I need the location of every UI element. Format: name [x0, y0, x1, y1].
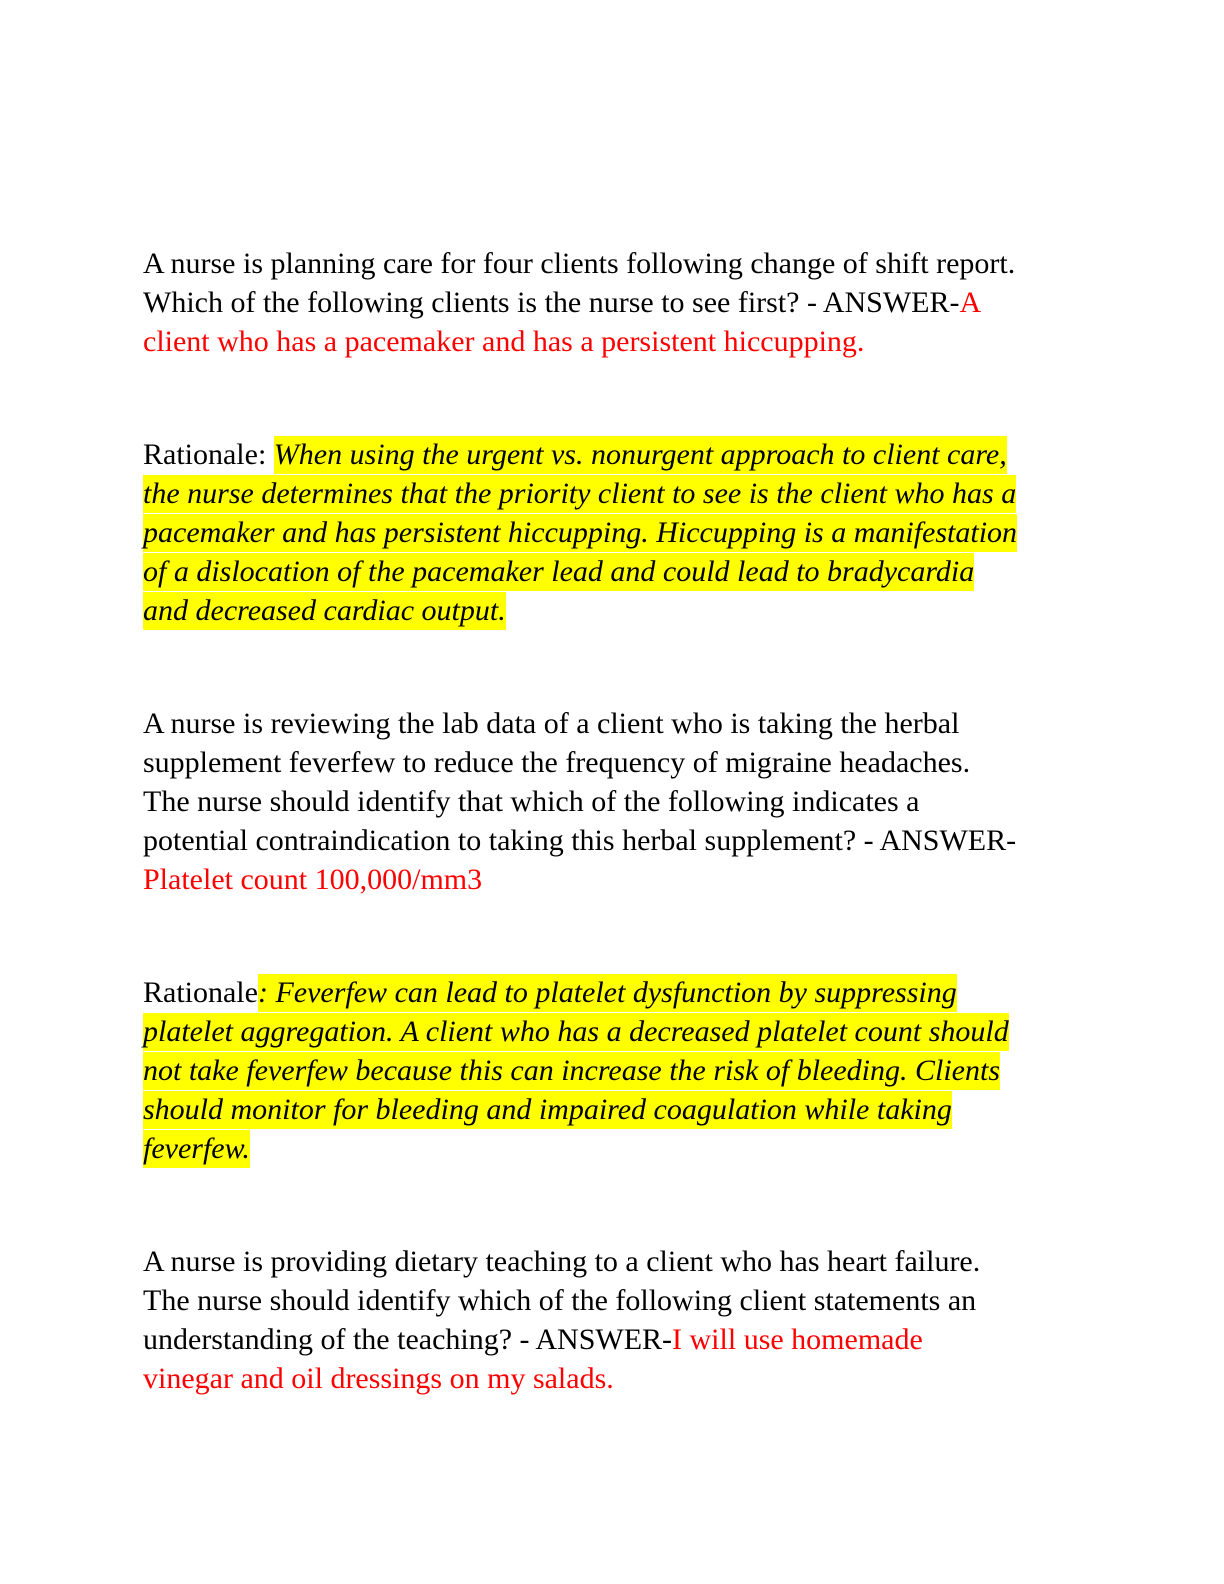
text-line: [143, 474, 1080, 513]
text-line: [143, 322, 1080, 361]
highlighted-rationale-text: not take feverfew because this can increase the risk of bleeding. Clients: [143, 1052, 1000, 1090]
text-line: [143, 821, 1080, 860]
rationale-paragraph-2: [143, 973, 1080, 1168]
question-text: supplement feverfew to reduce the frequency of migraine headaches.: [143, 746, 971, 779]
rationale-label: Rationale: [143, 976, 258, 1009]
question-text: Which of the following clients is the nurse to see first? - ANSWER-: [143, 286, 960, 319]
highlighted-rationale-text: and decreased cardiac output.: [143, 592, 506, 630]
text-line: [143, 973, 1080, 1012]
text-line: [143, 1320, 1080, 1359]
question-paragraph-3: [143, 1242, 1080, 1398]
text-line: [143, 1359, 1080, 1398]
text-line: [143, 1242, 1080, 1281]
highlighted-rationale-text: : Feverfew can lead to platelet dysfunction by suppressing: [258, 974, 957, 1012]
rationale-paragraph-1: [143, 435, 1080, 630]
text-line: [143, 743, 1080, 782]
answer-text: A: [959, 286, 982, 319]
highlighted-rationale-text: the nurse determines that the priority client to see is the client who has a: [143, 475, 1016, 513]
question-text: The nurse should identify that which of the following indicates a: [143, 785, 920, 818]
question-text: A nurse is reviewing the lab data of a client who is taking the herbal: [143, 707, 960, 740]
text-line: [143, 1051, 1080, 1090]
answer-text: vinegar and oil dressings on my salads.: [143, 1362, 614, 1395]
highlighted-rationale-text: feverfew.: [143, 1130, 250, 1168]
rationale-label: Rationale:: [143, 438, 274, 471]
answer-text: Platelet count 100,000/mm3: [143, 863, 483, 896]
question-text: potential contraindication to taking this herbal supplement? - ANSWER-: [143, 824, 1017, 857]
text-line: [143, 782, 1080, 821]
answer-text: client who has a pacemaker and has a persistent hiccupping.: [143, 325, 865, 358]
highlighted-rationale-text: should monitor for bleeding and impaired coagulation while taking: [143, 1091, 952, 1129]
text-line: [143, 1012, 1080, 1051]
text-line: [143, 1129, 1080, 1168]
text-line: [143, 1090, 1080, 1129]
text-line: [143, 435, 1080, 474]
question-paragraph-2: [143, 704, 1080, 899]
text-line: [143, 513, 1080, 552]
text-line: [143, 591, 1080, 630]
text-line: [143, 283, 1080, 322]
highlighted-rationale-text: of a dislocation of the pacemaker lead and could lead to bradycardia: [143, 553, 974, 591]
text-line: [143, 860, 1080, 899]
question-text: A nurse is planning care for four clients following change of shift report.: [143, 247, 1016, 280]
highlighted-rationale-text: platelet aggregation. A client who has a decreased platelet count should: [143, 1013, 1009, 1051]
question-text: The nurse should identify which of the following client statements an: [143, 1284, 977, 1317]
text-line: [143, 244, 1080, 283]
text-line: [143, 1281, 1080, 1320]
question-paragraph-1: [143, 244, 1080, 361]
question-text: A nurse is providing dietary teaching to a client who has heart failure.: [143, 1245, 981, 1278]
answer-text: I will use homemade: [672, 1323, 923, 1356]
text-line: [143, 552, 1080, 591]
text-line: [143, 704, 1080, 743]
question-text: understanding of the teaching? - ANSWER-: [143, 1323, 673, 1356]
highlighted-rationale-text: pacemaker and has persistent hiccupping. Hiccupping is a manifestation: [143, 514, 1017, 552]
highlighted-rationale-text: When using the urgent vs. nonurgent approach to client care,: [274, 436, 1007, 474]
